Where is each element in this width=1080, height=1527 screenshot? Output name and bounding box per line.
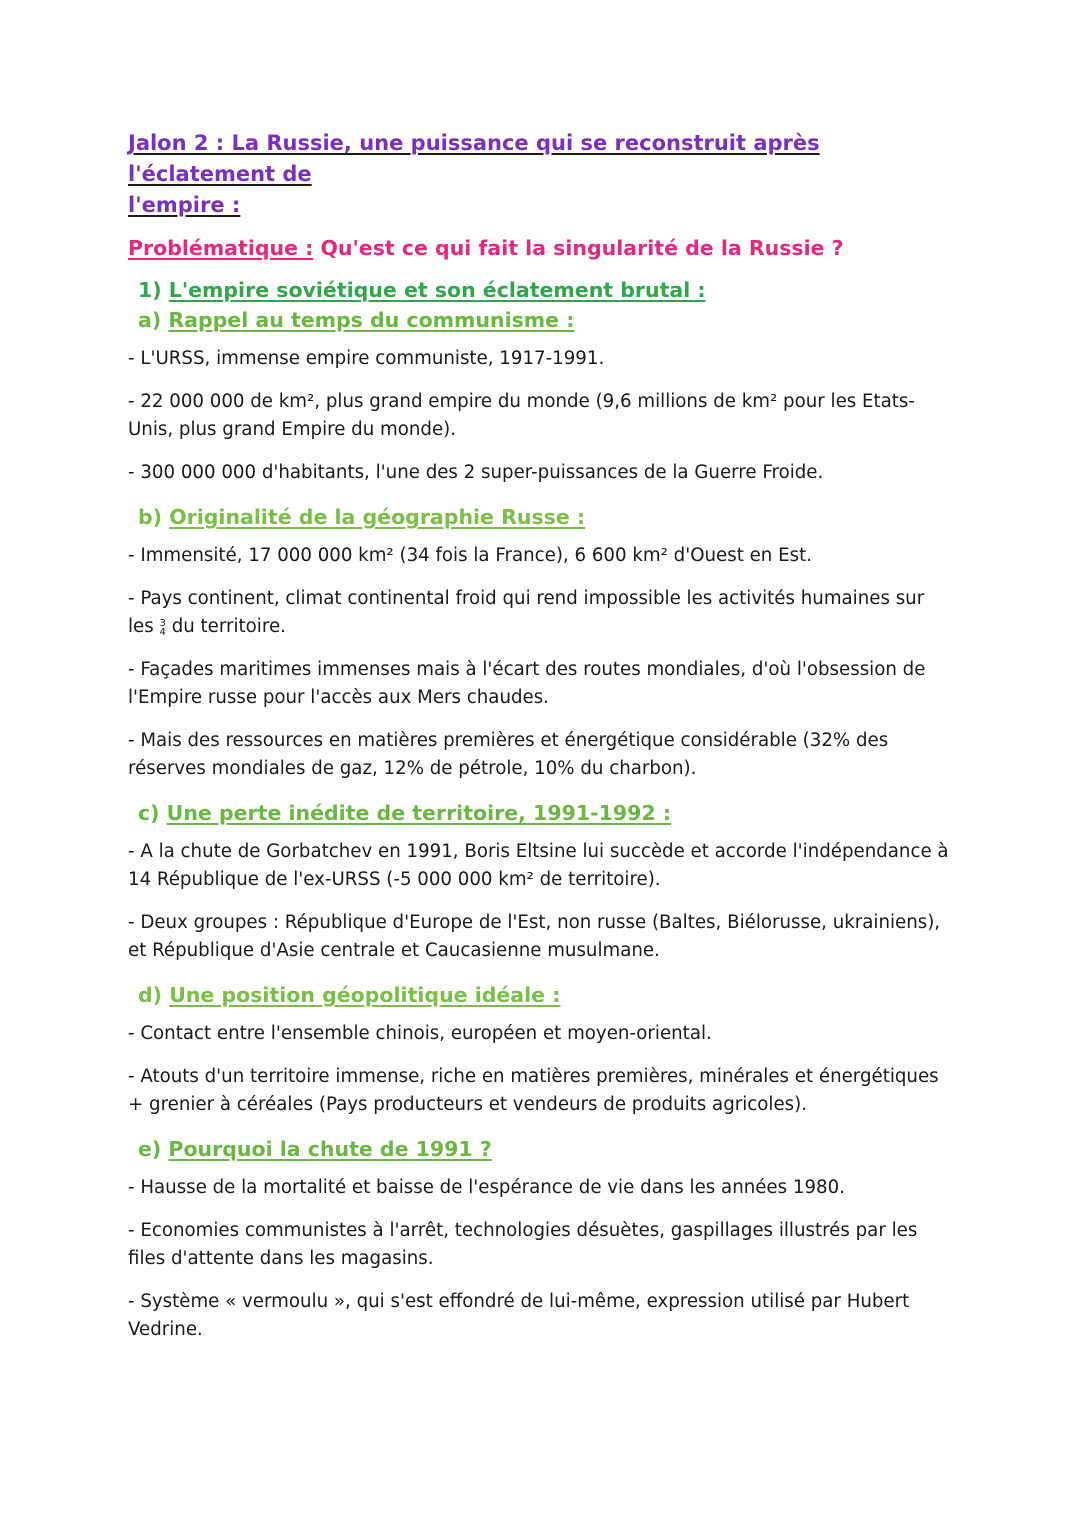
list-item: - Mais des ressources en matières premières et énergétique considérable (32% des réserves mondiales de gaz, 12% de pétrole, 10% du charbon). [128,730,889,779]
fraction-suffix: du territoire. [171,616,286,637]
subsection-c-letter: c) [138,801,160,825]
subsection-e-title: Pourquoi la chute de 1991 ? [168,1137,492,1161]
list-item: - Atouts d'un territoire immense, riche en matières premières, minérales et énergétiques + grenier à céréales (Pays producteurs et vendeurs de produits agricoles). [128,1066,939,1115]
list-item: - Deux groupes : République d'Europe de l'Est, non russe (Baltes, Biélorusse, ukrainiens), et République d'Asie centrale et Caucasienne musulmane. [128,912,941,961]
subsection-d-title: Une position géopolitique idéale : [169,983,561,1007]
list-item: - Hausse de la mortalité et baisse de l'espérance de vie dans les années 1980. [128,1177,845,1198]
subsection-c-heading [138,798,958,828]
list-item: - 22 000 000 de km², plus grand empire du monde (9,6 millions de km² pour les Etats-Unis, plus grand Empire du monde). [128,391,915,440]
subsection-b-heading [138,502,958,532]
title-line-2: l'empire : [128,193,241,217]
subsection-a-title: Rappel au temps du communisme : [168,308,575,332]
subsection-d-letter: d) [138,983,163,1007]
document-title [128,128,958,221]
list-item-text: - Pays continent, climat continental froid qui rend impossible les activités humaines sur [128,588,925,609]
list-item: - Immensité, 17 000 000 km² (34 fois la France), 6 600 km² d'Ouest en Est. [128,545,812,566]
list-item: - A la chute de Gorbatchev en 1991, Boris Eltsine lui succède et accorde l'indépendance à 14 République de l'ex-URSS (-5 000 000 km² de territoire). [128,841,949,890]
list-item: - Façades maritimes immenses mais à l'écart des routes mondiales, d'où l'obsession de l'Empire russe pour l'accès aux Mers chaudes. [128,659,926,708]
list-item: - Système « vermoulu », qui s'est effondré de lui-même, expression utilisé par Hubert Vedrine. [128,1291,910,1340]
problematique-label: Problématique : [128,236,314,260]
subsection-b-title: Originalité de la géographie Russe : [169,505,586,529]
subsection-a-letter: a) [138,308,162,332]
list-item: - Economies communistes à l'arrêt, technologies désuètes, gaspillages illustrés par les files d'attente dans les magasins. [128,1220,918,1269]
subsection-e-heading [138,1134,958,1164]
list-item: - 300 000 000 d'habitants, l'une des 2 super-puissances de la Guerre Froide. [128,462,824,483]
section-1-number: 1) [138,278,162,302]
subsection-c-title: Une perte inédite de territoire, 1991-1992 : [166,801,672,825]
subsection-b-letter: b) [138,505,163,529]
problematique-text: Qu'est ce qui fait la singularité de la Russie ? [320,236,844,260]
subsection-a-heading [138,305,958,335]
title-line-1: Jalon 2 : La Russie, une puissance qui se reconstruit après l'éclatement de [128,131,820,186]
fraction-denominator: 4 [159,627,166,638]
fraction-numerator: 3 [159,618,166,629]
fraction-prefix: les [128,616,154,637]
section-1-heading [138,275,958,305]
subsection-d-heading [138,980,958,1010]
problematique [128,233,958,263]
subsection-e-letter: e) [138,1137,162,1161]
list-item: - L'URSS, immense empire communiste, 1917-1991. [128,348,605,369]
fraction-three-quarters [160,619,166,637]
list-item-fraction [128,585,958,641]
section-1-title: L'empire soviétique et son éclatement brutal : [168,278,706,302]
list-item: - Contact entre l'ensemble chinois, européen et moyen-oriental. [128,1023,712,1044]
document-page [128,128,958,1359]
